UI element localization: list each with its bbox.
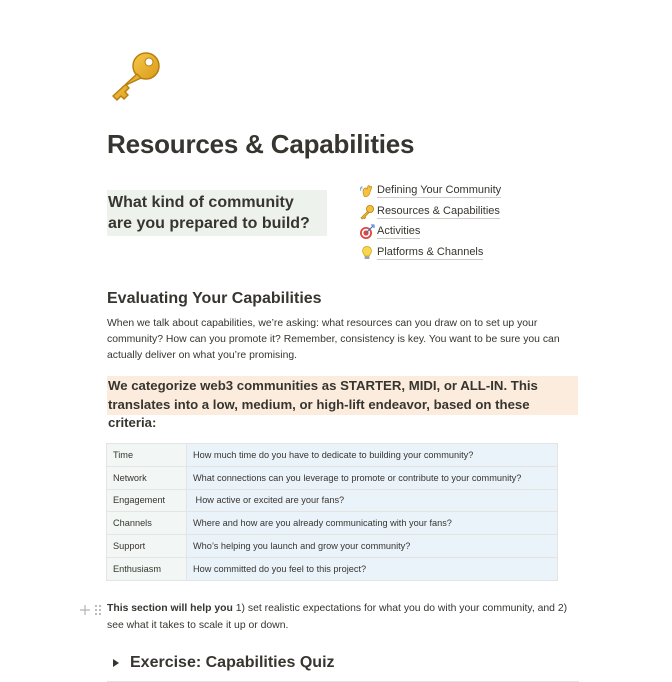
link-platforms-channels[interactable] xyxy=(359,243,519,264)
target-icon xyxy=(359,224,375,240)
key-icon xyxy=(359,204,375,220)
criteria-key: Network xyxy=(107,466,187,489)
criteria-table xyxy=(106,443,558,581)
toggle-triangle-icon[interactable] xyxy=(112,659,120,667)
criteria-key: Time xyxy=(107,444,187,467)
lightbulb-icon xyxy=(359,245,375,261)
section-help-text xyxy=(107,601,579,634)
toggle-exercise-quiz[interactable] xyxy=(107,653,579,682)
callout-line-2: are you prepared to build? xyxy=(108,215,310,232)
toggle-label[interactable]: Exercise: Capabilities Quiz xyxy=(130,654,335,671)
table-row xyxy=(107,557,558,580)
section-help-rest: 1) set realistic expectations for what you do with your community, and 2) see what it takes to scale it up or down. xyxy=(107,603,568,631)
table-row xyxy=(107,489,558,512)
link-resources-capabilities[interactable] xyxy=(359,202,519,223)
criteria-question: What connections can you leverage to promote or contribute to your community? xyxy=(187,466,558,489)
criteria-key: Engagement xyxy=(107,489,187,512)
link-defining-your-community[interactable] xyxy=(359,181,519,202)
page-title: Resources & Capabilities xyxy=(107,129,415,159)
criteria-question: How committed do you feel to this project? xyxy=(187,557,558,580)
table-row xyxy=(107,512,558,535)
callout-question xyxy=(107,190,327,236)
criteria-key: Channels xyxy=(107,512,187,535)
criteria-key: Support xyxy=(107,535,187,558)
criteria-key: Enthusiasm xyxy=(107,557,187,580)
callout-line-1: What kind of community xyxy=(108,194,294,211)
drag-handle-icon[interactable] xyxy=(95,605,101,615)
criteria-question: How active or excited are your fans? xyxy=(187,489,558,512)
related-pages-list xyxy=(359,181,519,263)
section-help-bold: This section will help you xyxy=(107,603,233,614)
section-heading: Evaluating Your Capabilities xyxy=(107,290,322,307)
highlight-block: We categorize web3 communities as STARTER, MIDI, or ALL-IN. This translates into a low, medium, or high-lift endeavor, based on these criteria: xyxy=(107,376,578,415)
add-block-icon[interactable] xyxy=(80,605,90,615)
link-label[interactable]: Activities xyxy=(377,225,421,238)
table-row xyxy=(107,466,558,489)
link-activities[interactable] xyxy=(359,222,519,243)
criteria-question: Where and how are you already communicating with your fans? xyxy=(187,512,558,535)
link-label[interactable]: Platforms & Channels xyxy=(377,245,484,258)
criteria-question: Who’s helping you launch and grow your community? xyxy=(187,535,558,558)
table-row xyxy=(107,444,558,467)
block-handle[interactable] xyxy=(80,603,104,617)
criteria-question: How much time do you have to dedicate to building your community? xyxy=(187,444,558,467)
table-row xyxy=(107,535,558,558)
link-label[interactable]: Defining Your Community xyxy=(377,184,502,197)
key-emoji-icon[interactable] xyxy=(107,50,163,102)
waving-hand-icon xyxy=(359,183,375,199)
section-paragraph: When we talk about capabilities, we’re asking: what resources can you draw on to set up your community? How can you promote it? Remember, consistency is key. You want to be sure you can actually deliver on what you’re promising. xyxy=(107,318,560,361)
link-label[interactable]: Resources & Capabilities xyxy=(377,204,500,217)
